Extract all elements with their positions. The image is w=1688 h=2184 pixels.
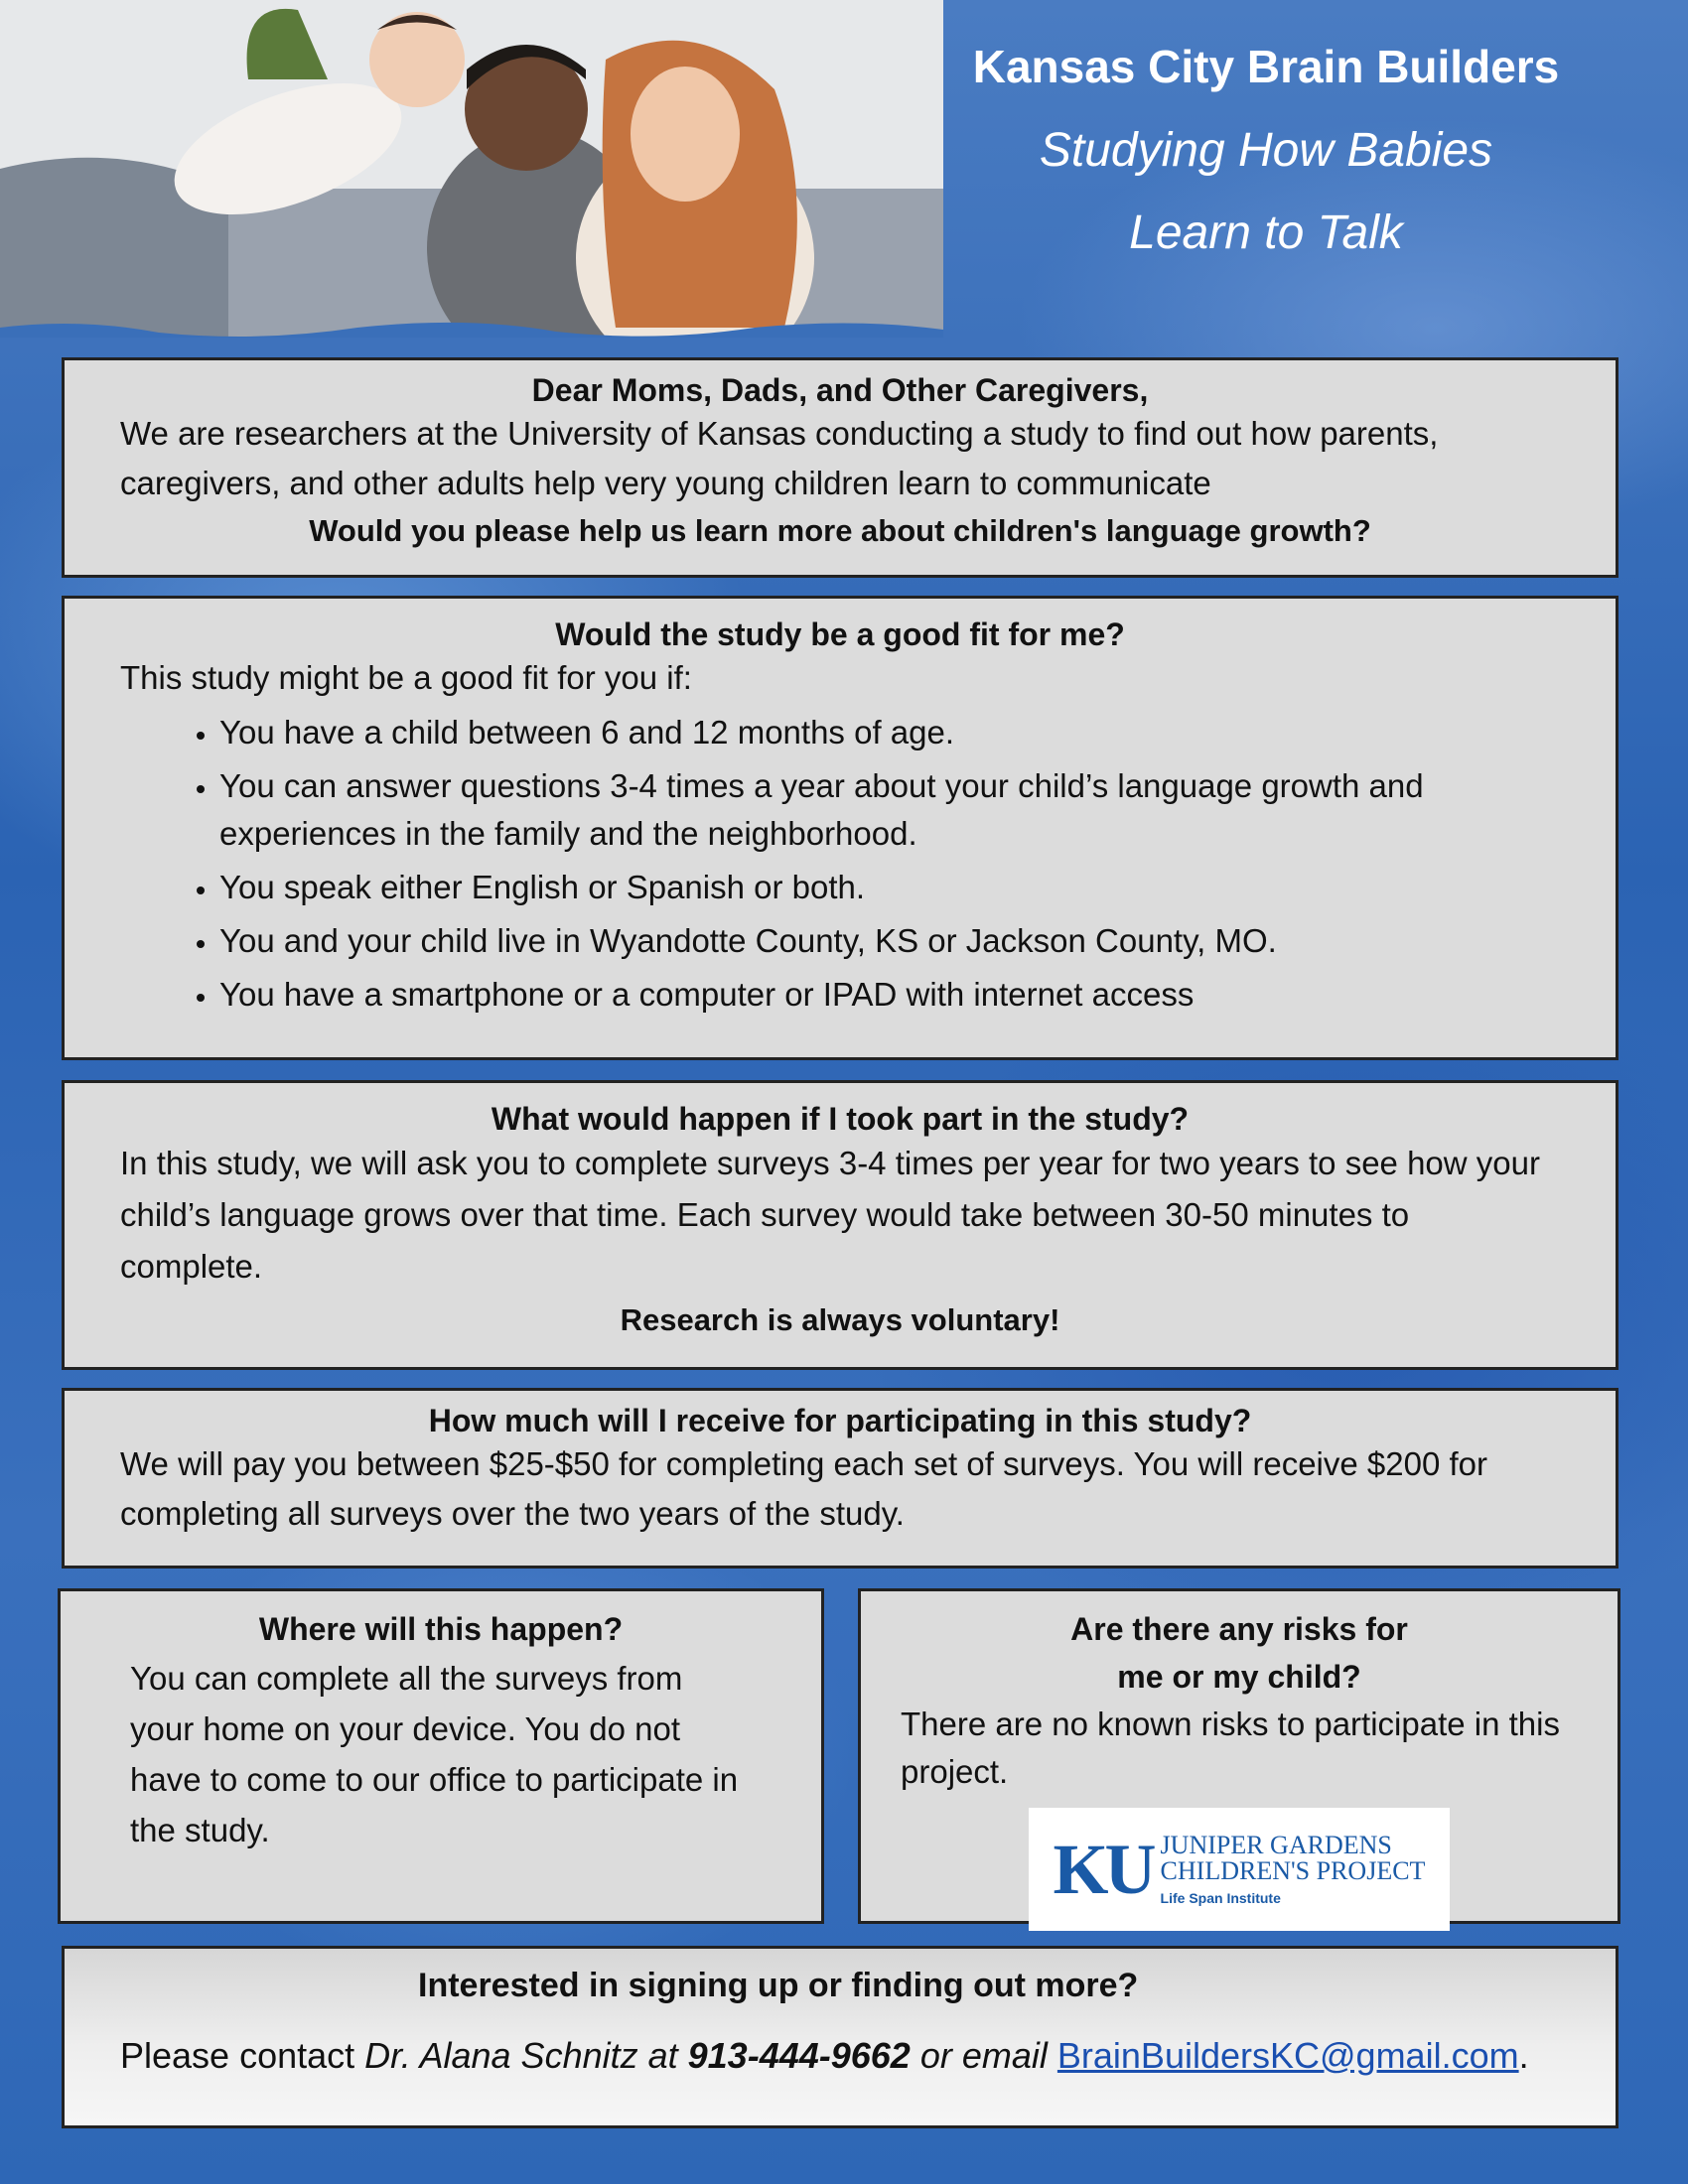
juniper-gardens-logo [1029, 1808, 1450, 1931]
logo-line3: Life Span Institute [1160, 1890, 1281, 1906]
family-photo-illustration [0, 0, 943, 338]
happen-section [62, 1080, 1618, 1370]
fit-list [120, 709, 1560, 1019]
contact-email-link[interactable]: BrainBuildersKC@gmail.com [1056, 2035, 1519, 2076]
fit-list-item: • You and your child live in Wyandotte County, KS or Jackson County, MO. [219, 917, 1560, 965]
risks-heading-line2: me or my child? [1117, 1659, 1361, 1695]
happen-text: In this study, we will ask you to complete surveys 3-4 times per year for two years to see how your child’s language grows over that time. Each survey would take between 30-50 minutes to complete. [120, 1145, 1540, 1285]
contact-phone[interactable]: 913-444-9662 [687, 2035, 911, 2076]
logo-text [1161, 1833, 1426, 1906]
intro-question: Would you please help us learn more about children's language growth? [309, 513, 1371, 548]
contact-prefix: Please contact [120, 2035, 365, 2076]
contact-at: at [637, 2035, 688, 2076]
where-section [58, 1588, 824, 1924]
risks-text: There are no known risks to participate in this project. [901, 1706, 1560, 1790]
contact-text [120, 2031, 1560, 2081]
fit-section [62, 596, 1618, 1060]
intro-section [62, 357, 1618, 578]
logo-line2: CHILDREN'S PROJECT [1160, 1856, 1426, 1885]
family-photo [0, 0, 943, 338]
contact-heading: Interested in signing up or finding out more? [418, 1967, 1139, 2004]
risks-heading-line1: Are there any risks for [1070, 1611, 1408, 1647]
header [943, 40, 1589, 288]
pay-heading: How much will I receive for participating in this study? [428, 1403, 1252, 1438]
intro-greeting: Dear Moms, Dads, and Other Caregivers, [531, 372, 1149, 408]
page-subtitle-line2: Learn to Talk [1129, 206, 1403, 259]
contact-suffix: . [1518, 2035, 1529, 2076]
fit-intro: This study might be a good fit for you if: [120, 659, 692, 696]
where-heading: Where will this happen? [258, 1611, 624, 1647]
contact-or-email: or email [910, 2035, 1057, 2076]
fit-list-item: • You have a child between 6 and 12 months of age. [219, 709, 1560, 756]
ku-logo-mark: KU [1053, 1829, 1153, 1909]
fit-list-item: • You speak either English or Spanish or both. [219, 864, 1560, 911]
pay-section [62, 1388, 1618, 1569]
fit-list-item: • You have a smartphone or a computer or IPAD with internet access [219, 971, 1560, 1019]
risks-section [858, 1588, 1620, 1924]
page-subtitle-line1: Studying How Babies [1039, 124, 1493, 177]
contact-section [62, 1946, 1618, 2128]
pay-text: We will pay you between $25-$50 for completing each set of surveys. You will receive $200 for completing all surveys over the two years of the study. [120, 1445, 1487, 1532]
logo-line1: JUNIPER GARDENS [1160, 1831, 1392, 1859]
contact-name: Dr. Alana Schnitz [364, 2035, 638, 2076]
fit-list-item: • You can answer questions 3-4 times a year about your child’s language growth and experiences in the family and the neighborhood. [219, 762, 1560, 858]
happen-emphasis: Research is always voluntary! [620, 1302, 1060, 1337]
where-text: You can complete all the surveys from your home on your device. You do not have to come to our office to participate in the study. [130, 1660, 739, 1848]
fit-heading: Would the study be a good fit for me? [555, 616, 1125, 652]
happen-heading: What would happen if I took part in the study? [491, 1101, 1190, 1137]
intro-text: We are researchers at the University of Kansas conducting a study to find out how parents, caregivers, and other adults help very young children learn to communicate [120, 415, 1439, 501]
page-title: Kansas City Brain Builders [972, 41, 1560, 92]
